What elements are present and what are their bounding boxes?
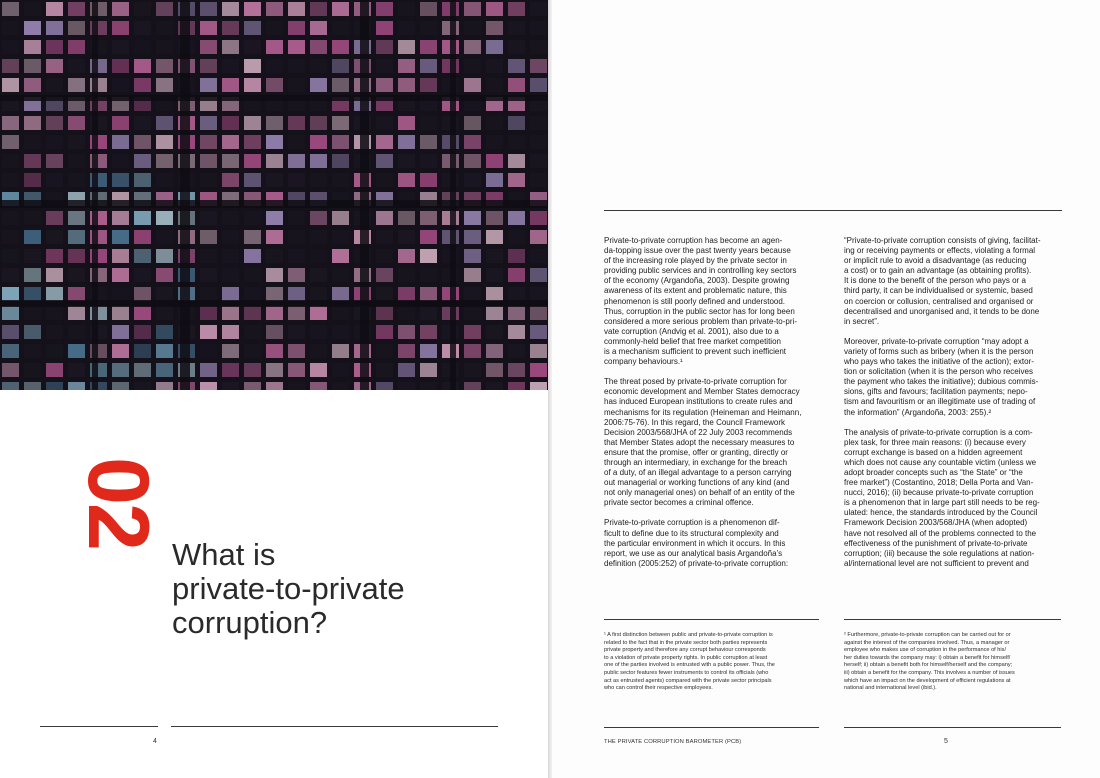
office-windows-illustration	[0, 0, 548, 390]
text-line: vate corruption (Andvig et al. 2001), also due to a	[604, 326, 779, 336]
text-line: phenomenon is still poorly defined and understood.	[604, 296, 786, 306]
text-line: on coercion or collusion, centralised and organised or	[844, 296, 1034, 306]
paragraph	[604, 377, 804, 508]
footnote-rule-left	[604, 619, 819, 620]
paragraph	[844, 337, 1059, 418]
text-line: ing or receiving payments or effects, violating a formal	[844, 246, 1036, 256]
text-line: the payment who takes the initiative); dubious commis-	[844, 377, 1039, 387]
paragraph	[604, 518, 804, 568]
text-line: nucci, 2016); (ii) because private-to-private corruption	[844, 488, 1034, 498]
footnote-line: related to the fact that in the private sector both parties represents	[604, 639, 768, 646]
text-line: is a mechanism sufficient to prevent such inefficient	[604, 347, 787, 357]
text-line: Moreover, private-to-private corruption “may adopt a	[844, 336, 1029, 346]
text-line: of the increasing role played by the private sector in	[604, 256, 787, 266]
text-line: private sector becomes a criminal offence.	[604, 498, 754, 508]
text-line: in secret”.	[844, 316, 880, 326]
text-line: third party, it can be individualised or systemic, based	[844, 286, 1033, 296]
running-head: THE PRIVATE CORRUPTION BAROMETER (PCB)	[604, 739, 742, 745]
text-line: have not resolved all of the problems connected to the	[844, 528, 1037, 538]
body-column-right	[844, 236, 1059, 579]
footnote-line: ¹ A first distinction between public and private-to-private corruption is	[604, 632, 773, 638]
text-line: company behaviours.¹	[604, 357, 683, 367]
chapter-title-line-3: corruption?	[172, 605, 328, 640]
text-line: considered a more serious problem than private-to-pri-	[604, 316, 797, 326]
footnote-line: who can control their respective employees.	[604, 685, 713, 692]
text-line: economic development and Member States democracy	[604, 387, 800, 397]
text-line: report, we use as our analytical basis Argandoña’s	[604, 548, 783, 558]
text-line: ficult to define due to its structural complexity and	[604, 528, 779, 538]
footnote-rule-right	[844, 619, 1061, 620]
text-line: adopt broader concepts such as “the State” or “the	[844, 467, 1023, 477]
text-line: providing public services and in controlling key sectors	[604, 266, 797, 276]
text-line: sions, gifts and favours; facilitation payments; nepo-	[844, 387, 1028, 397]
text-line: tion or solicitation (when it is the person who receives	[844, 367, 1033, 377]
text-line: who pays who takes the initiative of the action); extor-	[844, 357, 1034, 367]
body-column-left	[604, 236, 804, 579]
text-line: has induced European institutions to create rules and	[604, 397, 793, 407]
text-line: The analysis of private-to-private corruption is a com-	[844, 427, 1033, 437]
building-night-photo	[0, 0, 548, 390]
footer-rule-right-b	[844, 727, 1061, 728]
photo-shade	[0, 0, 548, 390]
text-line: corrupt exchange is based on a hidden agreement	[844, 447, 1023, 457]
text-line: ulated: hence, the standards introduced by the Council	[844, 508, 1038, 518]
paragraph	[604, 236, 804, 367]
footnote-line: act as entrusted agents) compared with the private sector principals	[604, 677, 772, 684]
text-line: da-topping issue over the past twenty years because	[604, 246, 791, 256]
text-line: The threat posed by private-to-private corruption for	[604, 377, 787, 387]
top-rule	[604, 210, 1062, 211]
text-line: plex task, for three main reasons: (i) because every	[844, 437, 1026, 447]
text-line: a cost) or to gain an advantage (as obtaining profits).	[844, 266, 1032, 276]
text-line: al/international level are not sufficient to prevent and	[844, 558, 1029, 568]
page-number-right: 5	[944, 738, 948, 745]
chapter-title-line-1: What is	[172, 537, 276, 572]
text-line: the particular environment in which it occurs. In this	[604, 538, 786, 548]
footnote-line: to a violation of private property rights. In public corruption at least	[604, 654, 768, 661]
footnote-line: employee who makes use of corruption in the performance of his/	[844, 647, 1006, 654]
text-line: which does not cause any countable victim (unless we	[844, 457, 1037, 467]
footnote-1	[604, 632, 775, 693]
left-page	[0, 0, 548, 778]
text-line: commonly-held belief that free market competition	[604, 336, 781, 346]
footnote-line: private property and therefore any corrupt behaviour corresponds	[604, 647, 766, 654]
chapter-number	[70, 456, 167, 549]
text-line: corruption; (iii) because the sole regulations at nation-	[844, 548, 1035, 558]
text-line: awareness of its extent and problematic nature, this	[604, 286, 787, 296]
footnote-2	[844, 632, 1015, 693]
text-line: ensure that the promise, offer or granting, directly or	[604, 447, 788, 457]
footnote-line: her duties towards the company may: i) obtain a benefit for himself/	[844, 654, 1011, 661]
page-number-left: 4	[153, 738, 157, 745]
text-line: of a duty, of an illegal advantage to a person carrying	[604, 468, 792, 478]
text-line: or implicit rule to avoid a disadvantage (as reducing	[844, 256, 1027, 266]
text-line: not only managerial ones) on behalf of an entity of the	[604, 488, 795, 498]
text-line: tism and favouritism or an illegitimate use of trading of	[844, 397, 1036, 407]
footer-rule-left-long	[171, 726, 498, 727]
text-line: Private-to-private corruption is a phenomenon dif-	[604, 518, 780, 528]
text-line: Private-to-private corruption has become an agen-	[604, 236, 783, 245]
footer-rule-right-a	[604, 727, 819, 728]
footnote-line: public sector features fewer instruments to control its officials (who	[604, 669, 769, 676]
text-line: that Member States adopt the necessary measures to	[604, 437, 795, 447]
text-line: It is done to the benefit of the person who pays or a	[844, 276, 1026, 286]
text-line: through an intermediary, in exchange for the breach	[604, 457, 788, 467]
footnote-line: against the interest of the companies involved. Thus, a manager or	[844, 639, 1010, 646]
text-line: mechanisms for its regulation (Heineman and Heimann,	[604, 407, 802, 417]
footnote-line: which have an impact on the development of efficient regulations at	[844, 677, 1011, 684]
text-line: variety of forms such as bribery (when it is the person	[844, 346, 1034, 356]
text-line: Thus, corruption in the public sector has for long been	[604, 306, 795, 316]
footnote-line: ² Furthermore, private-to-private corruption can be carried out for or	[844, 632, 1011, 638]
chapter-number-text: 02	[70, 456, 167, 549]
text-line: decentralised and unorganised and, it tends to be done	[844, 306, 1040, 316]
text-line: “Private-to-private corruption consists of giving, facilitat-	[844, 236, 1041, 245]
footnote-line: herself; ii) obtain a benefit both for himself/herself and the company;	[844, 662, 1013, 669]
footer-rule-left-short	[40, 726, 158, 727]
footnote-line: iii) obtain a benefit for the company. This involves a number of issues	[844, 669, 1015, 676]
text-line: free market”) (Costantino, 2018; Della Porta and Van-	[844, 478, 1034, 488]
footnote-line: one of the parties involved is entrusted with a public power. Thus, the	[604, 662, 775, 669]
right-page	[552, 0, 1100, 778]
text-line: effectiveness of the punishment of private-to-private	[844, 538, 1028, 548]
chapter-title	[172, 538, 502, 640]
footnote-line: national and international level (ibid.).	[844, 685, 937, 692]
text-line: out managerial or working functions of any kind (and	[604, 478, 790, 488]
text-line: definition (2005:252) of private-to-private corruption:	[604, 558, 789, 568]
text-line: Framework Decision 2003/568/JHA (when adopted)	[844, 518, 1028, 528]
text-line: the information” (Argandoña, 2003: 255).²	[844, 407, 992, 417]
text-line: 2006:75-76). In this regard, the Council Framework	[604, 417, 785, 427]
text-line: is a phenomenon that in large part still needs to be reg-	[844, 498, 1040, 508]
chapter-title-line-2: private-to-private	[172, 571, 405, 606]
text-line: Decision 2003/568/JHA of 22 July 2003 recommends	[604, 427, 793, 437]
paragraph	[844, 428, 1059, 569]
paragraph	[844, 236, 1059, 327]
text-line: of the economy (Argandoña, 2003). Despite growing	[604, 276, 790, 286]
